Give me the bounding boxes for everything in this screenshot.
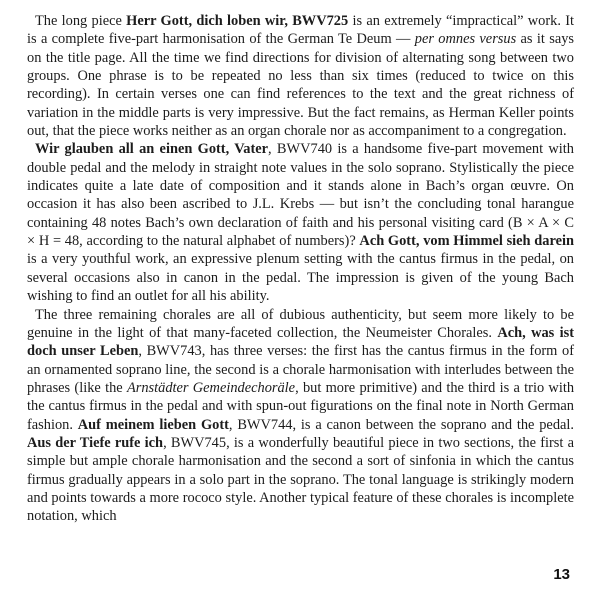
text-segment: , BWV744, is a canon between the soprano and the pedal.	[228, 416, 574, 433]
page-number: 13	[553, 566, 570, 583]
paragraph-remaining-chorales	[27, 306, 574, 526]
title-wir-glauben: Wir glauben all an einen Gott, Vater	[35, 141, 269, 158]
text-segment: is a very youthful work, an expressive plenum setting with the cantus firmus in the pedal, on several occasions also in canon in the pedal. The impression is given of the young Bach wishing to find an outlet for all his ability.	[27, 251, 574, 305]
title-aus-der-tiefe: Aus der Tiefe rufe ich	[27, 434, 164, 451]
paragraph-wir-glauben	[27, 140, 574, 305]
text-segment: , BWV745, is a wonderfully beautiful piece in two sections, the first a simple but ample chorale harmonisation and the second a sort of sinfonia in which the cantus firmus gradually appears in a solo part in the soprano. The tonal language is strikingly modern and points towards a more rococo style. Another typical feature of these chorales is incomplete notation, which	[27, 434, 574, 525]
title-ach-was-ist: Ach, was ist doch unser Leben	[27, 324, 575, 360]
title-auf-meinem: Auf meinem lieben Gott	[77, 416, 229, 433]
text-segment: , but more primitive) and the third is a trio with the cantus firmus in the pedal and with spun-out figurations on the final note in North German fashion.	[27, 379, 575, 433]
paragraph-herr-gott	[27, 12, 574, 140]
text-segment: is an extremely “impractical” work. It is a complete five-part harmonisation of the German Te Deum —	[27, 13, 575, 48]
text-segment: The long piece	[35, 13, 127, 29]
text-segment: as it says on the title page. All the time we find directions for division of alternating song between two groups. One phrase is to be repeated no less than six times (reduced to twice on this recording). In certain verses one can find references to the text and the great richness of variation in the middle parts is very impressive. But the fact remains, as Herman Keller points out, that the piece works neither as an organ chorale nor as accompaniment to a congregation.	[27, 31, 575, 140]
title-ach-gott: Ach Gott, vom Himmel sieh darein	[359, 233, 574, 250]
text-segment: , BWV743, has three verses: the first has the cantus firmus in the form of an ornamented soprano line, the second is a chorale harmonisation with interludes between the phrases (like the	[27, 343, 574, 396]
italic-per-omnes-versus: per omnes versus	[414, 31, 517, 48]
document-body	[27, 12, 574, 526]
text-segment: , BWV740 is a handsome five-part movement with double pedal and the melody in straight note values in the solo soprano. Stylistically the piece indicates quite a late date of composition and it stands alone in Bach’s organ œuvre. On occasion it has also been ascribed to J.L. Krebs — but isn’t the concluding tonal harangue containing 48 notes Bach’s own declaration of faith and his personal visiting card (B × A × C × H = 48, according to the natural alphabet of numbers)?	[27, 141, 574, 250]
italic-arnstadter: Arnstädter Gemeindechoräle	[126, 379, 296, 396]
text-segment: The three remaining chorales are all of dubious authenticity, but seem more likely to be genuine in the light of that many-faceted collection, the Neumeister Chorales.	[27, 306, 574, 341]
title-herr-gott-bwv725: Herr Gott, dich loben wir, BWV725	[126, 13, 349, 29]
